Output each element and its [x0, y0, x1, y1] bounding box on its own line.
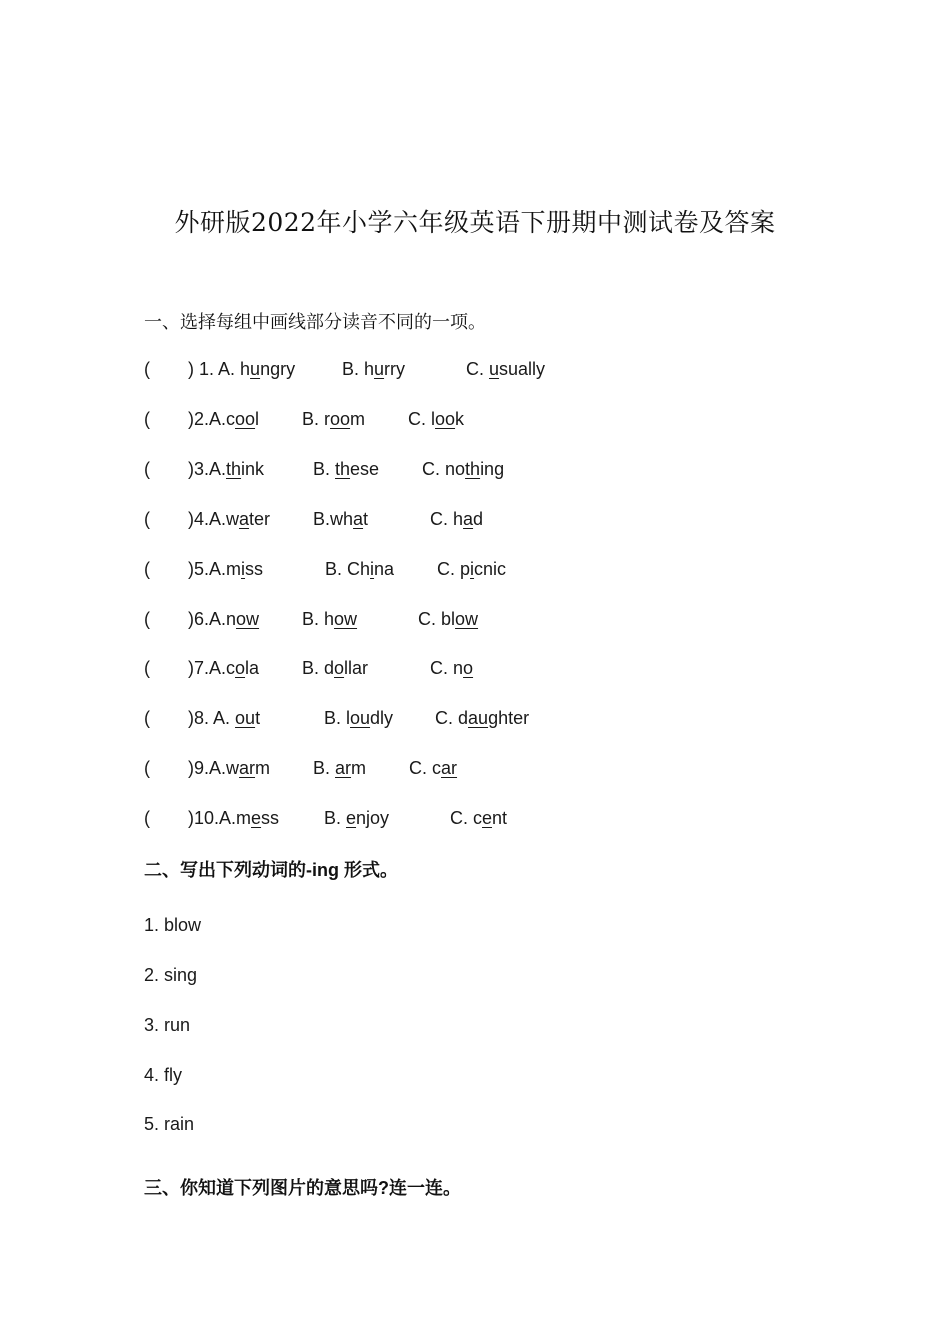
- verb-item-5: 5. rain: [144, 1114, 195, 1134]
- underlined-letters: a: [353, 509, 364, 529]
- section-3-heading: 三、你知道下列图片的意思吗?连一连。: [144, 1178, 461, 1198]
- verb-item-2: 2. sing: [144, 965, 198, 985]
- underlined-letters: th: [465, 459, 481, 479]
- underlined-letters: o: [334, 658, 345, 678]
- answer-blank-open: (: [144, 409, 150, 429]
- option-b: B. hurry: [342, 359, 406, 379]
- option-a: )8. A. out: [188, 708, 261, 728]
- option-c: C. usually: [466, 359, 546, 379]
- option-a: )4.A.water: [188, 509, 271, 529]
- underlined-letters: ow: [455, 609, 479, 629]
- option-a: )3.A.think: [188, 459, 265, 479]
- option-a: ) 1. A. hungry: [188, 359, 296, 379]
- section-1-heading: 一、选择每组中画线部分读音不同的一项。: [144, 312, 486, 332]
- underlined-letters: u: [489, 359, 500, 379]
- option-a: )2.A.cool: [188, 409, 260, 429]
- option-a: )5.A.miss: [188, 559, 264, 579]
- underlined-letters: i: [241, 559, 246, 579]
- option-b: B. dollar: [302, 658, 369, 678]
- verb-item-4: 4. fly: [144, 1065, 183, 1085]
- option-b: B.what: [313, 509, 369, 529]
- option-a: )6.A.now: [188, 609, 260, 629]
- underlined-letters: u: [374, 359, 385, 379]
- option-c: C. picnic: [437, 559, 507, 579]
- option-c: C. blow: [418, 609, 479, 629]
- underlined-letters: a: [463, 509, 474, 529]
- underlined-letters: u: [250, 359, 261, 379]
- answer-blank-open: (: [144, 559, 150, 579]
- option-c: C. had: [430, 509, 484, 529]
- option-a: )10.A.mess: [188, 808, 280, 828]
- verb-item-1: 1. blow: [144, 915, 202, 935]
- underlined-letters: oo: [330, 409, 351, 429]
- answer-blank-open: (: [144, 708, 150, 728]
- page-title: 外研版2022年小学六年级英语下册期中测试卷及答案: [174, 208, 776, 237]
- underlined-letters: oo: [435, 409, 456, 429]
- underlined-letters: e: [346, 808, 357, 828]
- answer-blank-open: (: [144, 808, 150, 828]
- option-b: B. these: [313, 459, 380, 479]
- option-b: B. how: [302, 609, 358, 629]
- option-a: )9.A.warm: [188, 758, 271, 778]
- option-b: B. room: [302, 409, 366, 429]
- answer-blank-open: (: [144, 359, 150, 379]
- verb-item-3: 3. run: [144, 1015, 191, 1035]
- underlined-letters: o: [463, 658, 474, 678]
- option-c: C. daughter: [435, 708, 530, 728]
- underlined-letters: ow: [334, 609, 358, 629]
- option-c: C. cent: [450, 808, 508, 828]
- underlined-letters: ar: [441, 758, 458, 778]
- underlined-letters: au: [468, 708, 489, 728]
- option-b: B. enjoy: [324, 808, 390, 828]
- underlined-letters: e: [251, 808, 262, 828]
- option-b: B. China: [325, 559, 395, 579]
- underlined-letters: th: [226, 459, 242, 479]
- option-c: C. look: [408, 409, 465, 429]
- option-c: C. car: [409, 758, 458, 778]
- underlined-letters: a: [239, 509, 250, 529]
- underlined-letters: ou: [350, 708, 371, 728]
- option-c: C. nothing: [422, 459, 505, 479]
- underlined-letters: e: [482, 808, 493, 828]
- underlined-letters: ow: [236, 609, 260, 629]
- answer-blank-open: (: [144, 758, 150, 778]
- underlined-letters: i: [370, 559, 375, 579]
- underlined-letters: oo: [235, 409, 256, 429]
- answer-blank-open: (: [144, 509, 150, 529]
- option-a: )7.A.cola: [188, 658, 260, 678]
- underlined-letters: o: [235, 658, 246, 678]
- underlined-letters: i: [470, 559, 475, 579]
- option-c: C. no: [430, 658, 474, 678]
- option-b: B. loudly: [324, 708, 394, 728]
- underlined-letters: ar: [239, 758, 256, 778]
- underlined-letters: ar: [335, 758, 352, 778]
- option-b: B. arm: [313, 758, 367, 778]
- underlined-letters: th: [335, 459, 351, 479]
- underlined-letters: ou: [235, 708, 256, 728]
- section-2-heading: 二、写出下列动词的-ing 形式。: [144, 860, 398, 880]
- answer-blank-open: (: [144, 459, 150, 479]
- answer-blank-open: (: [144, 658, 150, 678]
- answer-blank-open: (: [144, 609, 150, 629]
